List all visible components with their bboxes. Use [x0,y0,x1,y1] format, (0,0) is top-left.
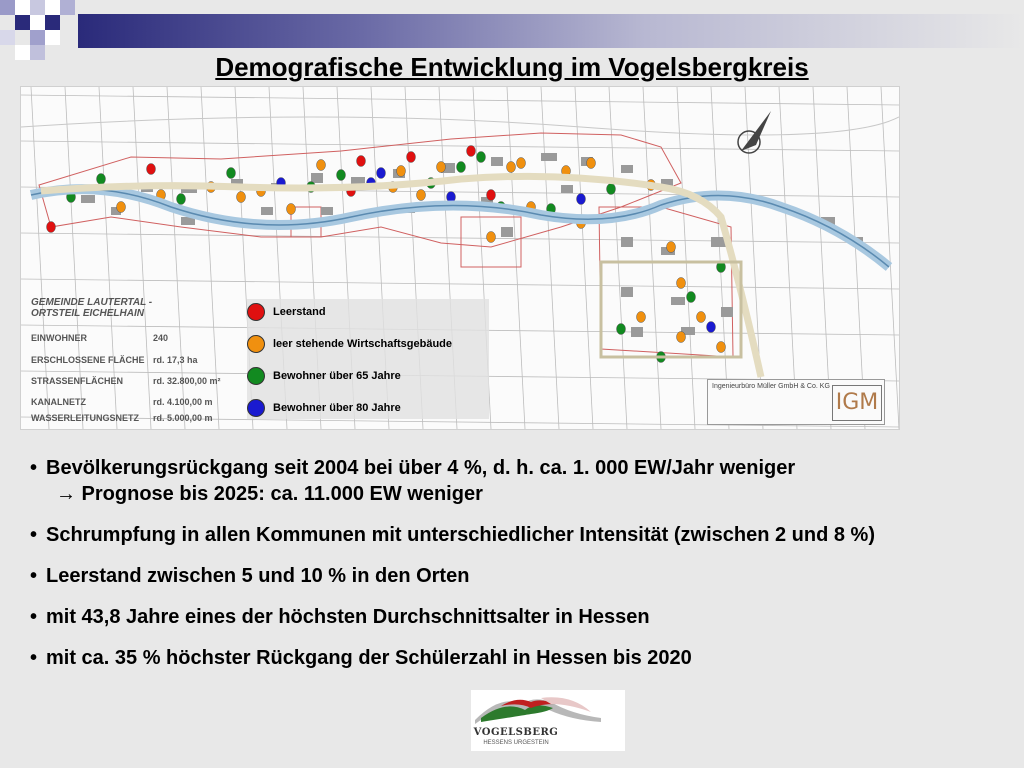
bullet-item: • Leerstand zwischen 5 und 10 % in den Orten [30,563,1010,589]
red-dot-icon [247,303,265,321]
legend-item-wirtschaftsgebaeude: leer stehende Wirtschaftsgebäude [247,335,487,355]
bullet-sub-item: → Prognose bis 2025: ca. 11.000 EW weniger [56,483,483,505]
vogelsberg-logo: VOGELSBERG HESSENS URGESTEIN [471,690,625,751]
bullet-item: • mit ca. 35 % höchster Rückgang der Schülerzahl in Hessen bis 2020 [30,645,1010,671]
orange-dot-icon [247,335,265,353]
legend-item-ueber-80: Bewohner über 80 Jahre [247,399,487,419]
bullet-item: • mit 43,8 Jahre eines der höchsten Durchschnittsalter in Hessen [30,604,1010,630]
bullet-item: • Bevölkerungsrückgang seit 2004 bei über 4 %, d. h. ca. 1. 000 EW/Jahr weniger → Prognose bis 2025: ca. 11.000 EW weniger [30,455,1010,507]
village-info-box: GEMEINDE LAUTERTAL - ORTSTEIL EICHELHAIN EINWOHNER 240 ERSCHLOSSENE FLÄCHE rd. 17,3 ha STRASSENFLÄCHEN rd. 32.800,00 m² KANALNETZ rd. 4.100,00 m WASSERLEITUNGSNETZ rd. 5.000,00 m [31,297,221,423]
legend-item-ueber-65: Bewohner über 65 Jahre [247,367,487,387]
map-legend [247,299,489,419]
igm-logo: IGM [832,385,882,421]
blue-dot-icon [247,399,265,417]
bullet-list [30,455,1010,686]
legend-item-leerstand: Leerstand [247,303,487,323]
vogelsberg-mountain-logo-icon [471,690,625,730]
bullet-item: • Schrumpfung in allen Kommunen mit unterschiedlicher Intensität (zwischen 2 und 8 %) [30,522,1010,548]
header-gradient-bar [78,14,1024,48]
village-map [20,86,900,430]
slide-title: Demografische Entwicklung im Vogelsbergkreis [215,52,809,82]
engineering-firm-box: Ingenieurbüro Müller GmbH & Co. KG IGM [707,379,885,425]
village-name: GEMEINDE LAUTERTAL - ORTSTEIL EICHELHAIN [31,297,153,319]
compass-icon [738,111,771,153]
green-dot-icon [247,367,265,385]
